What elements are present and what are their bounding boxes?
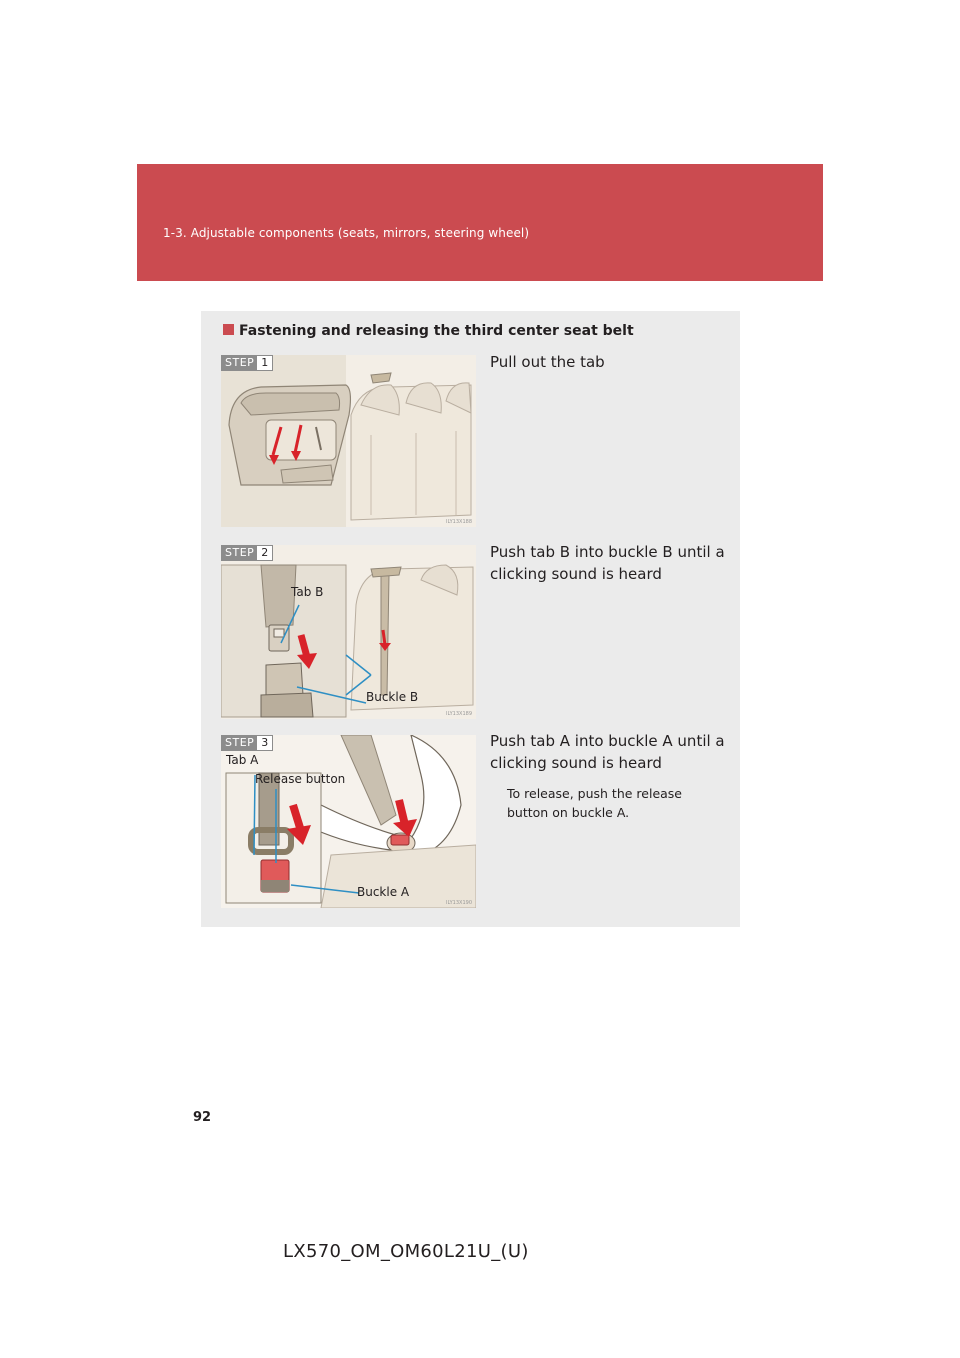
callout-buckle-b: Buckle B [366, 690, 419, 704]
step-3-illustration [221, 735, 476, 908]
step-1-text: Pull out the tab [490, 353, 605, 371]
step-3-note: To release, push the release button on buckle A. [507, 786, 682, 820]
callout-buckle-a: Buckle A [357, 885, 410, 899]
section-bullet-icon [223, 324, 234, 335]
callout-tab-b: Tab B [291, 585, 324, 599]
step-badge-label: STEP [222, 356, 257, 370]
step-2-text: Push tab B into buckle B until a clicking sound is heard [490, 543, 725, 583]
step-2-badge [221, 545, 273, 561]
step-1-image-code: ILY13X188 [446, 519, 472, 525]
page-number: 92 [193, 1110, 212, 1125]
section-title-text: Fastening and releasing the third center seat belt [239, 323, 634, 339]
header-band [137, 164, 823, 281]
tab-a-buckle-drawing [221, 735, 476, 908]
tab-b-buckle-drawing [221, 545, 476, 719]
step-badge-number: 1 [261, 356, 269, 369]
section-title [223, 323, 634, 339]
seat-belt-tab-drawing [221, 355, 476, 527]
step-badge-label: STEP [222, 736, 257, 750]
step-3-image-code: ILY13X190 [446, 900, 472, 906]
step-2-illustration [221, 545, 476, 719]
step-1-illustration [221, 355, 476, 527]
step-2-image-code: ILY13X189 [446, 711, 472, 717]
breadcrumb: 1-3. Adjustable components (seats, mirrors, steering wheel) [163, 226, 530, 240]
step-1-badge [221, 355, 273, 371]
callout-release-button: Release button [255, 772, 346, 786]
step-badge-number: 2 [261, 546, 269, 559]
step-3-badge [221, 735, 273, 751]
callout-tab-a: Tab A [226, 753, 259, 767]
step-badge-number: 3 [261, 736, 269, 749]
content-box [201, 311, 740, 927]
step-3-text: Push tab A into buckle A until a clicking sound is heard [490, 732, 725, 772]
step-badge-label: STEP [222, 546, 257, 560]
document-code: LX570_OM_OM60L21U_(U) [283, 1241, 529, 1262]
